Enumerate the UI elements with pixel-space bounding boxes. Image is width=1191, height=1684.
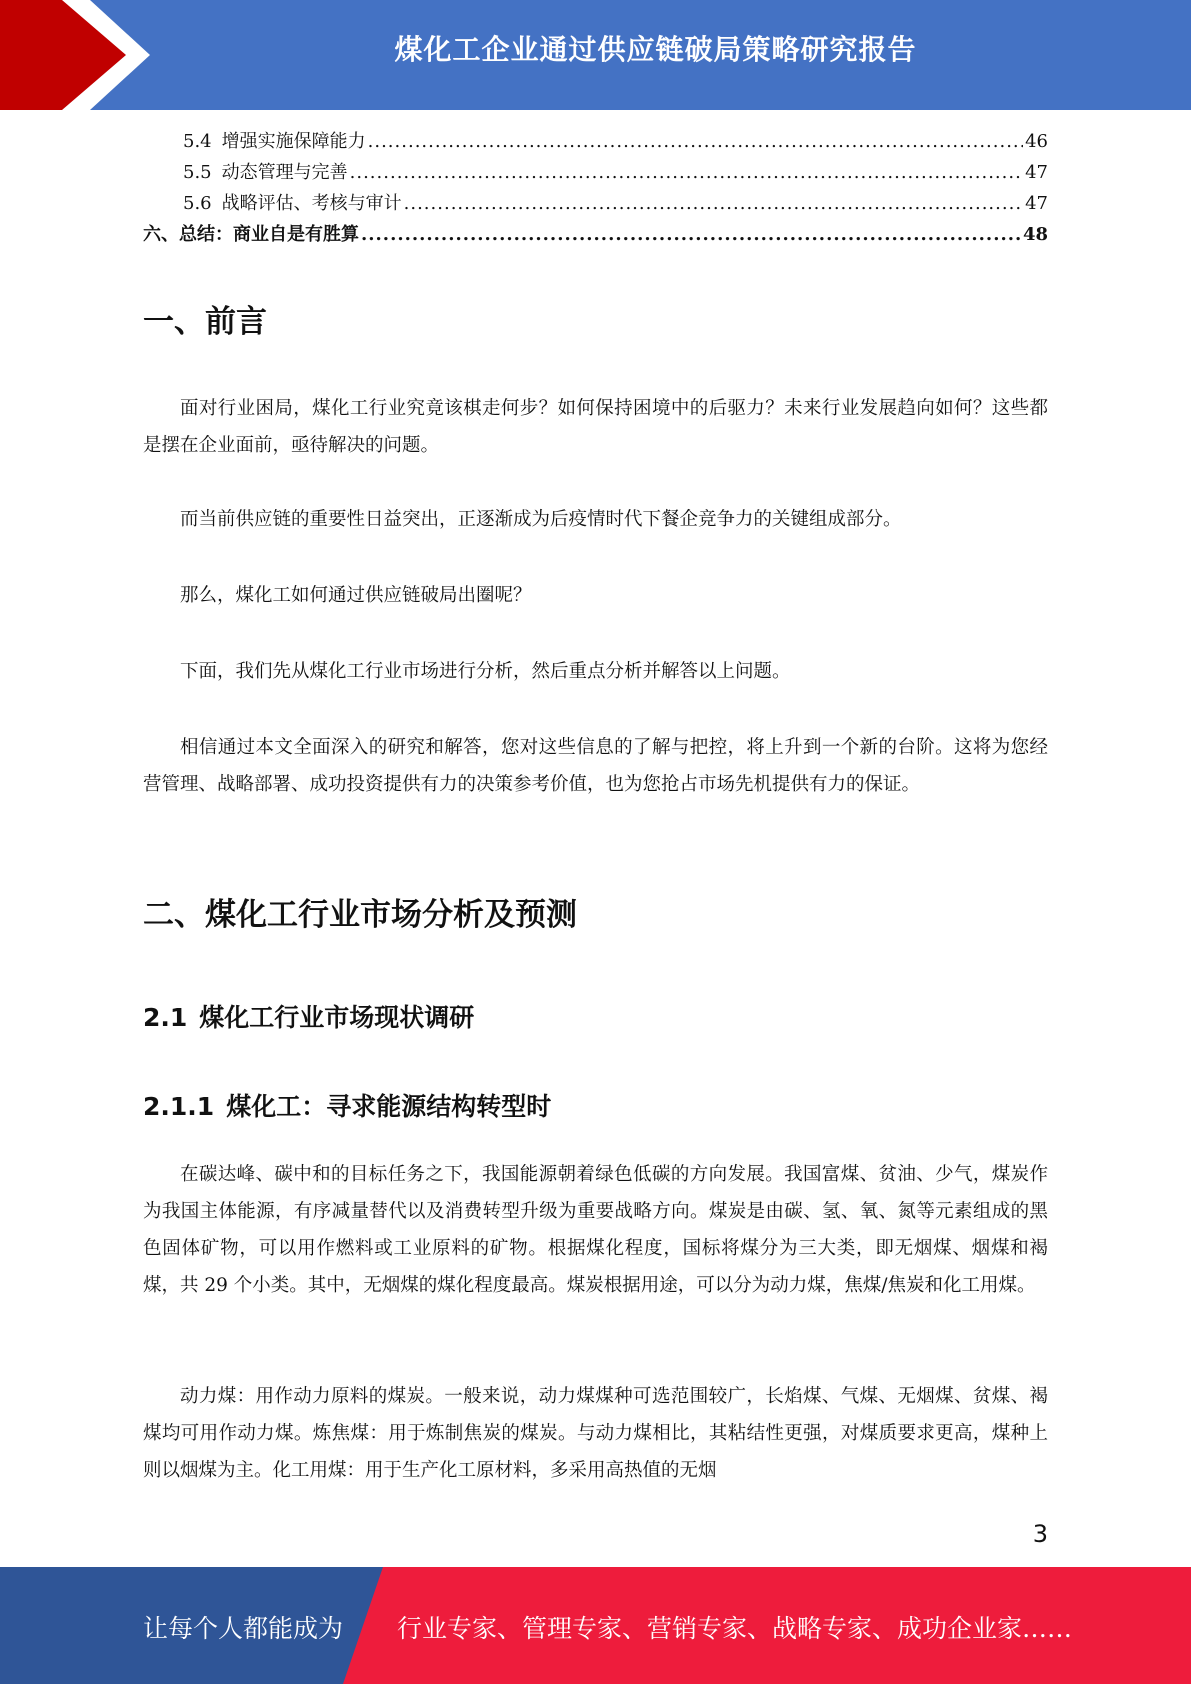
- subsection-heading-2-1: [143, 998, 474, 1034]
- toc-page: 48: [1022, 224, 1048, 245]
- footer-slogan-left: 让每个人都能成为: [143, 1614, 344, 1643]
- paragraph: 动力煤：用作动力原料的煤炭。一般来说，动力煤煤种可选范围较广，长焰煤、气煤、无烟煤、贫煤、褐煤均可用作动力煤。炼焦煤：用于炼制焦炭的煤炭。与动力煤相比，其粘结性更强，对煤质要求更高，煤种上则以烟煤为主。化工用煤：用于生产化工原材料，多采用高热值的无烟: [143, 1386, 1048, 1481]
- paragraph: 在碳达峰、碳中和的目标任务之下，我国能源朝着绿色低碳的方向发展。我国富煤、贫油、少气，煤炭作为我国主体能源，有序减量替代以及消费转型升级为重要战略方向。煤炭是由碳、氢、氧、氮等元素组成的黑色固体矿物，可以用作燃料或工业原料的矿物。根据煤化程度，国标将煤分为三大类，即无烟煤、烟煤和褐煤，共 29 个小类。其中，无烟煤的煤化程度最高。煤炭根据用途，可以分为动力煤，焦煤/焦炭和化工用煤。: [143, 1164, 1048, 1296]
- toc-entry[interactable]: [143, 188, 1048, 219]
- paragraph: 而当前供应链的重要性日益突出，正逐渐成为后疫情时代下餐企竞争力的关键组成部分。: [180, 509, 902, 530]
- report-title: 煤化工企业通过供应链破局策略研究报告: [394, 33, 917, 66]
- toc-page: 47: [1025, 162, 1048, 183]
- header-arrow-logo: [0, 0, 160, 110]
- footer-slogan-right: 行业专家、管理专家、营销专家、战略专家、成功企业家……: [397, 1614, 1073, 1643]
- subsection-title: 煤化工：寻求能源结构转型时: [226, 1092, 552, 1121]
- paragraph: 相信通过本文全面深入的研究和解答，您对这些信息的了解与把控，将上升到一个新的台阶。这将为您经营管理、战略部署、成功投资提供有力的决策参考价值，也为您抢占市场先机提供有力的保证。: [143, 737, 1048, 795]
- toc-number: 5.5: [183, 162, 212, 183]
- page-number: 3: [1032, 1520, 1048, 1548]
- paragraph: 那么，煤化工如何通过供应链破局出圈呢？: [180, 585, 532, 606]
- toc-entry[interactable]: [143, 157, 1048, 188]
- page-footer: [0, 1567, 1191, 1684]
- subsection-number: 2.1: [143, 1003, 188, 1032]
- toc-leader-dots: [361, 219, 1021, 250]
- toc-label: 六、总结：商业自是有胜算: [143, 224, 359, 245]
- toc-number: 5.4: [183, 131, 212, 152]
- toc-entry[interactable]: [143, 126, 1048, 157]
- section-heading-preface: 一、前言: [143, 304, 267, 340]
- toc-number: 5.6: [183, 193, 212, 214]
- section-heading-chapter2: 二、煤化工行业市场分析及预测: [143, 897, 577, 933]
- toc-leader-dots: [368, 126, 1023, 157]
- toc-label: 战略评估、考核与审计: [221, 193, 402, 214]
- paragraph: 面对行业困局，煤化工行业究竟该棋走何步？如何保持困境中的后驱力？未来行业发展趋向如何？这些都是摆在企业面前，亟待解决的问题。: [143, 398, 1048, 456]
- paragraph: 下面，我们先从煤化工行业市场进行分析，然后重点分析并解答以上问题。: [180, 661, 791, 682]
- toc-leader-dots: [404, 188, 1023, 219]
- toc-page: 46: [1025, 131, 1048, 152]
- subsection-number: 2.1.1: [143, 1092, 215, 1121]
- toc-label: 动态管理与完善: [221, 162, 348, 183]
- page-content: [143, 126, 1048, 1481]
- toc-label: 增强实施保障能力: [221, 131, 366, 152]
- subsection-heading-2-1-1: [143, 1087, 551, 1123]
- table-of-contents: [143, 126, 1048, 250]
- subsection-title: 煤化工行业市场现状调研: [199, 1003, 475, 1032]
- page-header: [0, 0, 1191, 110]
- toc-entry[interactable]: [143, 219, 1048, 250]
- toc-leader-dots: [350, 157, 1023, 188]
- toc-page: 47: [1025, 193, 1048, 214]
